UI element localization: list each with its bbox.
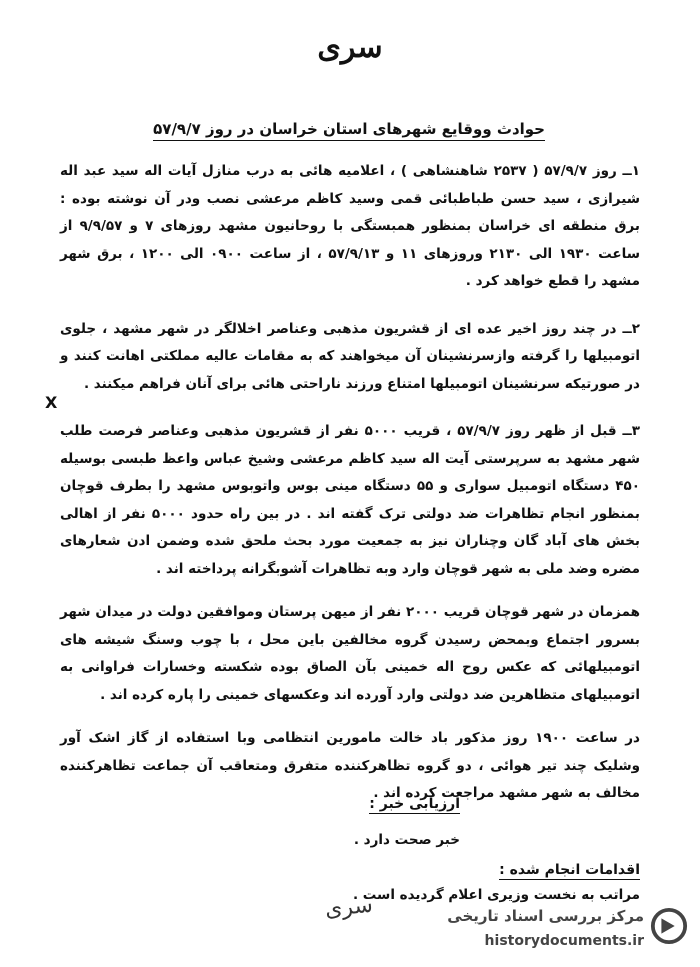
paragraph-3: ۳ــ قبل از ظهر روز ۵۷/۹/۷ ، قریب ۵۰۰۰ نفر از قشریون مذهبی وعناصر فرصت طلب شهر مشهد به سرپرستی آیت اله سید کاظم مرعشی وشیخ عباس واعظ طبسی بوسیله ۴۵۰ دستگاه اتومبیل سواری و ۵۵ دستگاه مینی بوس واتوبوس مشهد را بطرف قوچان بمنظور انجام تظاهرات ضد دولتی ترک گفته اند . در بین راه حدود ۵۰۰۰ نفر از اهالی بخش های آباد گان وچناران نیز به جمعیت مورد بحث ملحق شده وضمن ادن شعارهای مضره وضد ملی به شهر قوچان وارد وبه تظاهرات آشوبگرانه پرداخته اند . [60,423,640,577]
paragraph-4: همزمان در شهر قوچان قریب ۲۰۰۰ نفر از میهن پرستان وموافقین دولت در میدان شهر بسرور اجتماع وبمحض رسیدن گروه مخالفین باین محل ، با چوب وسنگ شیشه های اتومبیلهائی که عکس روح اله خمینی بآن الصاق بوده شکسته وخسارات فراوانی به اتومبیلهای متظاهرین ضد دولتی وارد آورده اند وعکسهای خمینی را پاره کرده اند . [60,604,640,703]
classification-heading: سری [317,30,383,65]
paragraph-1: ۱ــ روز ۵۷/۹/۷ ( ۲۵۳۷ شاهنشاهی ) ، اعلامیه هائی به درب منازل آیات اله سید عبد اله شیرازی ، سید حسن طباطبائی قمی وسید کاظم مرعشی نصب ودر آن نوشته بوده : برق منطقه ای خراسان بمنظور همبستگی با روحانیون مشهد روزهای ۷ و ۹/۹/۵۷ از ساعت ۱۹۳۰ الی ۲۱۳۰ وروزهای ۱۱ و ۵۷/۹/۱۳ ، از ساعت ۰۹۰۰ الی ۱۲۰۰ ، برق شهر مشهد را قطع خواهد کرد . [60,163,641,289]
paragraph-2: ۲ــ در چند روز اخیر عده ای از قشریون مذهبی وعناصر اخلالگر در شهر مشهد ، جلوی اتومبیلها را گرفته وازسرنشینان آن میخواهند که به مقامات عالیه مملکتی اهانت کنند و در صورتیکه سرنشینان اتومبیلها امتناع ورزند ناراحتی هائی برای آنان فراهم میکنند . [60,320,640,392]
actions-text: مراتب به نخست وزیری اعلام گردیده است . [352,887,640,903]
archive-watermark [398,903,648,959]
document-title: حوادث ووقایع شهرهای استان خراسان در روز ۵۷/۹/۷ [153,120,545,141]
assessment-label: ارزیابی خبر : [369,796,460,812]
margin-x-mark: X [45,393,58,412]
watermark-url: historydocuments.ir [484,933,644,949]
paragraph-5: در ساعت ۱۹۰۰ روز مذکور باد خالت مامورین انتظامی وبا استفاده از گاز اشک آور وشلیک چند تیر هوائی ، دو گروه تظاهرکننده متفرق ومتعاقب آن جماعت تظاهرکننده مخالف به شهر مشهد مراجعت کرده اند . [60,730,640,801]
assessment-text: خبر صحت دارد . [353,832,460,848]
handwritten-classification-stamp: سری [323,892,374,923]
archive-logo-icon [650,907,688,945]
watermark-name: مرکز بررسی اسناد تاریخی [447,907,644,925]
actions-label: اقدامات انجام شده : [499,862,640,878]
document-body [60,158,640,828]
